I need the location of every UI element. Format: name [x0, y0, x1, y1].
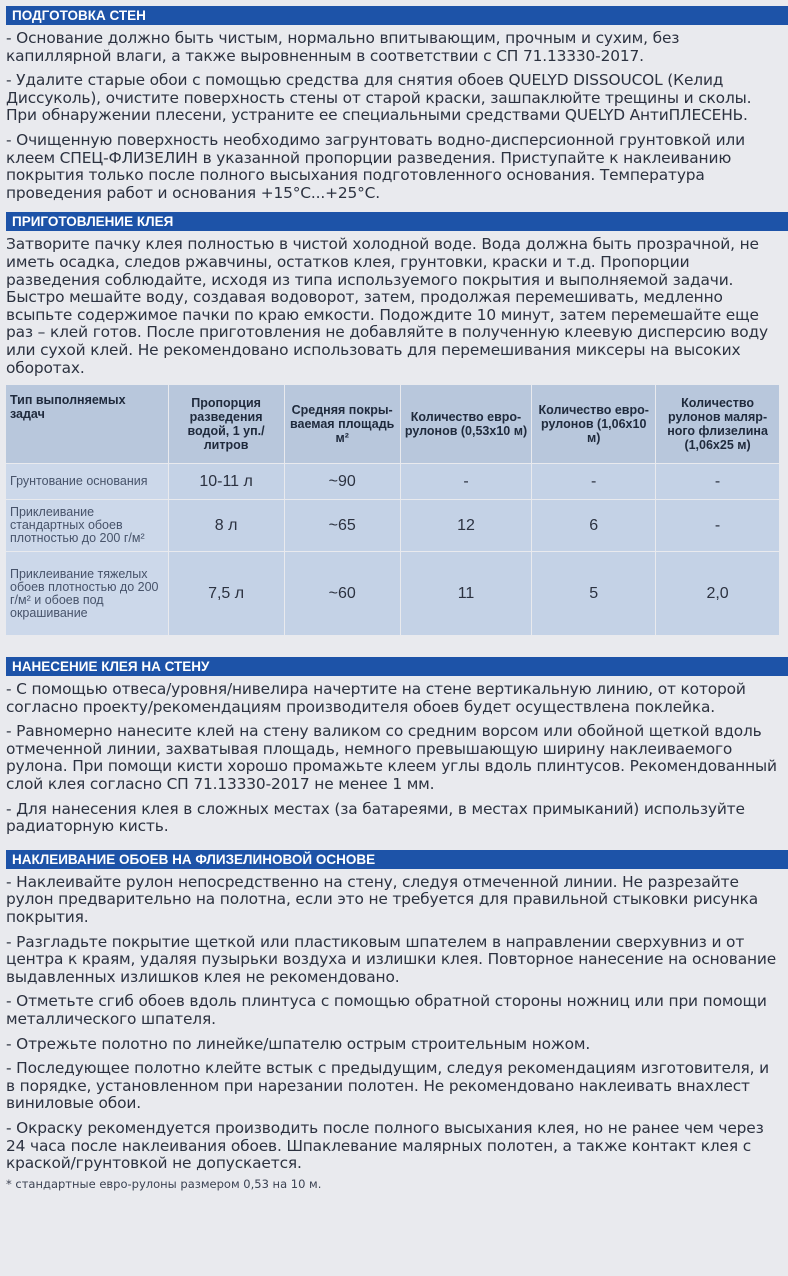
table-row	[6, 463, 780, 499]
paragraph: - Очищенную поверхность необходимо загрунтовать водно-дисперсионной грунтовкой или клеем СПЕЦ-ФЛИЗЕЛИН в указанной пропорции разведения. Приступайте к наклеиванию покрытия только после полного высыхания подготовленного основания. Температура проведения работ и основания +15°C...+25°C.	[6, 130, 745, 202]
table-cell: 2,0	[656, 551, 780, 635]
table-cell: ~60	[285, 551, 401, 635]
section-wallpaper-hanging	[6, 850, 780, 1191]
table-cell: Приклеивание стандартных обоев плотностью до 200 г/м²	[6, 499, 169, 551]
paragraph: - Основание должно быть чистым, нормально впитывающим, прочным и сухим, без капиллярной влаги, а также выровненным в соответствии с СП 71.13330-2017.	[6, 29, 680, 65]
table-cell: ~90	[285, 463, 401, 499]
paragraph: - Окраску рекомендуется производить после полного высыхания клея, но не ранее чем через 24 часа после наклеивания обоев. Шпаклевание малярных полотен, а также контакт клея с краской/грунтовкой не допускается.	[6, 1118, 764, 1173]
table-row	[6, 499, 780, 551]
table-cell: -	[401, 463, 533, 499]
table-cell: 11	[401, 551, 533, 635]
paragraph: - Разгладьте покрытие щеткой или пластиковым шпателем в направлении сверхувниз и от центра к краям, удаляя пузырьки воздуха и излишки клея. Повторное нанесение на основание выдавленных излишков клея не рекомендовано.	[6, 932, 777, 986]
table-cell: 8 л	[169, 499, 285, 551]
paragraph: - С помощью отвеса/уровня/нивелира начертите на стене вертикальную линию, от которой согласно проекту/рекомендациям производителя обоев будет осуществлена поклейка.	[6, 680, 746, 716]
table-cell: 12	[401, 499, 533, 551]
table-cell: 10-11 л	[169, 463, 285, 499]
table-cell: ~65	[285, 499, 401, 551]
section-header: ПОДГОТОВКА СТЕН	[6, 6, 788, 25]
section-header: НАКЛЕИВАНИЕ ОБОЕВ НА ФЛИЗЕЛИНОВОЙ ОСНОВЕ	[6, 850, 788, 869]
paragraph: - Для нанесения клея в сложных местах (за батареями, в местах примыканий) используйте радиаторную кисть.	[6, 799, 745, 836]
section-header: НАНЕСЕНИЕ КЛЕЯ НА СТЕНУ	[6, 657, 788, 676]
section-glue-preparation	[6, 212, 780, 635]
paragraph: - Удалите старые обои с помощью средства для снятия обоев QUELYD DISSOUCOL (Келид Диссуколь), очистите поверхность стены от старой краски, зашпаклюйте трещины и сколы. При обнаружении плесени, устраните ее специальными средствами QUELYD АнтиПЛЕСЕНЬ.	[6, 71, 752, 125]
paragraph: - Равномерно нанесите клей на стену валиком со средним ворсом или обойной щеткой вдоль отмеченной линии, захватывая площадь, немного превышающую ширину наклеиваемого рулона. При помощи кисти хорошо промажьте клеем углы вдоль плинтусов. Рекомендованный слой клея согласно СП 71.13330-2017 не менее 1 мм.	[6, 722, 777, 794]
paragraph: - Отрежьте полотно по линейке/шпателю острым строительным ножом.	[6, 1034, 591, 1053]
column-header: Средняя покрываемая площадь м²	[285, 385, 401, 463]
table-row	[6, 551, 780, 635]
table-cell: 6	[532, 499, 656, 551]
column-header: Количество евро-рулонов (0,53x10 м)	[401, 385, 533, 463]
section-header: ПРИГОТОВЛЕНИЕ КЛЕЯ	[6, 212, 788, 231]
paragraph: - Последующее полотно клейте встык с предыдущим, следуя рекомендациям изготовителя, и в порядке, установленном при нарезании полотен. Не рекомендовано наклеивать внахлест виниловые обои.	[6, 1059, 769, 1113]
column-header: Пропорция разведения водой, 1 уп./литров	[169, 385, 285, 463]
table-cell: Приклеивание тяжелых обоев плотностью до 200 г/м² и обоев под окрашивание	[6, 551, 169, 635]
table-cell: -	[656, 499, 780, 551]
column-header: Тип выполняемых задач	[6, 385, 169, 463]
paragraph: - Отметьте сгиб обоев вдоль плинтуса с помощью обратной стороны ножниц или при помощи металлического шпателя.	[6, 992, 767, 1028]
table-cell: -	[532, 463, 656, 499]
section-glue-application	[6, 657, 780, 836]
table-cell: -	[656, 463, 780, 499]
table-cell: 5	[532, 551, 656, 635]
paragraph: - Наклеивайте рулон непосредственно на стену, следуя отмеченной линии. Не разрезайте рулон предварительно на полотна, если это не требуется для правильной стыковки рисунка покрытия.	[6, 872, 759, 927]
column-header: Количество рулонов малярного флизелина (1,06x25 м)	[656, 385, 780, 463]
proportions-table	[6, 385, 780, 635]
table-cell: 7,5 л	[169, 551, 285, 635]
table-header-row	[6, 385, 780, 463]
column-header: Количество евро-рулонов (1,06x10 м)	[532, 385, 656, 463]
paragraph: Затворите пачку клея полностью в чистой холодной воде. Вода должна быть прозрачной, не иметь осадка, следов ржавчины, остатков клея, грунтовки, краски и т.д. Пропорции разведения соблюдайте, исходя из типа используемого покрытия и выполняемой задачи. Быстро мешайте воду, создавая водоворот, затем, продолжая перемешивать, медленно всыпьте содержимое пачки по краю емкости. Подождите 10 минут, затем перемешайте еще раз – клей готов. После приготовления не добавляйте в полученную клеевую дисперсию воду или сухой клей. Не рекомендовано использовать для перемешивания миксеры на высоких оборотах.	[6, 235, 768, 377]
section-wall-preparation	[6, 6, 780, 202]
footnote: * стандартные евро-рулоны размером 0,53 на 10 м.	[6, 1176, 322, 1191]
table-cell: Грунтование основания	[6, 463, 169, 499]
instructions-page	[0, 6, 788, 1276]
